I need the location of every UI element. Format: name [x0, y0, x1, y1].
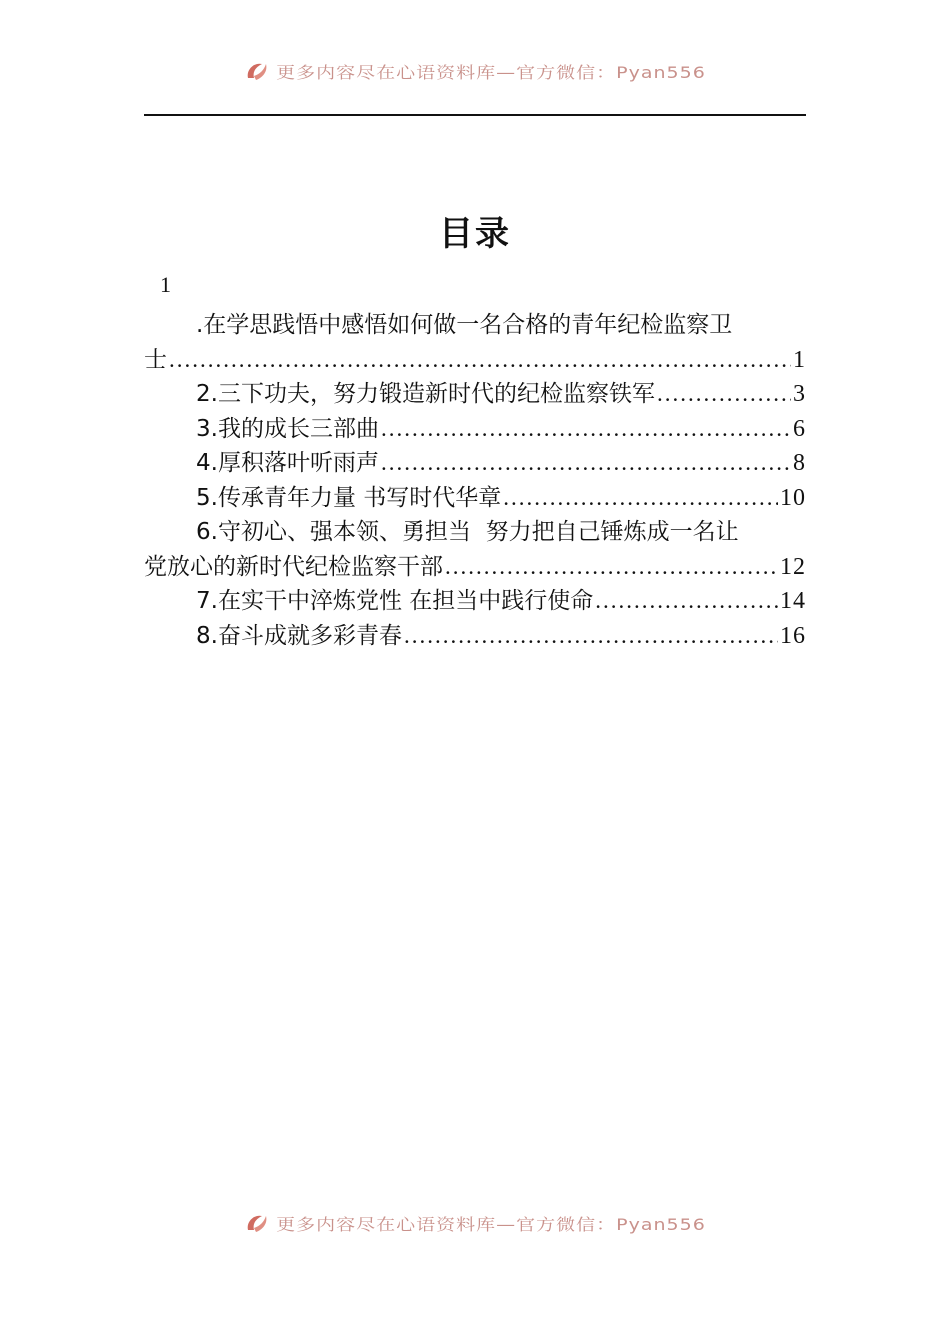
toc-entry-text: .在学思践悟中感悟如何做一名合格的青年纪检监察卫 [196, 312, 733, 338]
footer-watermark [0, 1208, 950, 1238]
toc-entry-6-line1[interactable] [144, 515, 806, 550]
toc-entry-1-line1[interactable] [144, 308, 806, 343]
dot-leader [381, 412, 791, 447]
header-watermark [0, 56, 950, 86]
toc-title: 目录 [439, 214, 511, 254]
dot-leader [404, 619, 778, 654]
toc-entry-text: 2.三下功夫，努力锻造新时代的纪检监察铁军 [196, 381, 655, 407]
brand-logo-icon [244, 1210, 270, 1236]
toc-entry-text: 6.守初心、强本领、勇担当 努力把自己锤炼成一名让 [196, 519, 739, 545]
footer-watermark-text: 更多内容尽在心语资料库—官方微信：Pyan556 [276, 1214, 706, 1234]
toc-entry-1-line2[interactable] [144, 343, 806, 378]
toc-entry-6-line2[interactable] [144, 550, 806, 585]
toc-entry-5[interactable] [144, 481, 806, 516]
toc-entry-text: 5.传承青年力量 书写时代华章 [196, 484, 502, 511]
toc-page-number: 1 [793, 346, 806, 373]
toc-page-number: 14 [780, 588, 806, 614]
toc-entry-text: 士 [144, 346, 167, 373]
toc-page-number: 8 [793, 450, 806, 476]
dot-leader [595, 584, 778, 619]
table-of-contents [144, 308, 806, 653]
dot-leader [169, 343, 791, 378]
toc-entry-4[interactable] [144, 446, 806, 481]
toc-entry-8[interactable] [144, 619, 806, 654]
toc-page-number: 16 [780, 622, 806, 649]
toc-entry-text: 7.在实干中淬炼党性 在担当中践行使命 [196, 588, 594, 614]
header-rule [144, 114, 806, 116]
dot-leader [503, 481, 778, 516]
toc-page-number: 10 [780, 484, 806, 511]
toc-page-number: 6 [793, 415, 806, 442]
brand-logo-icon [244, 58, 270, 84]
toc-entry-text: 3.我的成长三部曲 [196, 415, 379, 442]
dot-leader [445, 550, 778, 585]
toc-page-number: 12 [780, 553, 806, 580]
toc-entry-7[interactable] [144, 584, 806, 619]
toc-entry-text: 8.奋斗成就多彩青春 [196, 622, 402, 649]
dot-leader [657, 377, 791, 412]
toc-entry-3[interactable] [144, 412, 806, 447]
toc-page-number: 3 [793, 381, 806, 407]
toc-entry-text: 党放心的新时代纪检监察干部 [144, 553, 443, 580]
toc-entry-text: 4.厚积落叶听雨声 [196, 450, 379, 476]
toc-first-number: 1 [160, 272, 171, 297]
toc-entry-2[interactable] [144, 377, 806, 412]
dot-leader [381, 446, 791, 481]
header-watermark-text: 更多内容尽在心语资料库—官方微信：Pyan556 [276, 62, 706, 82]
